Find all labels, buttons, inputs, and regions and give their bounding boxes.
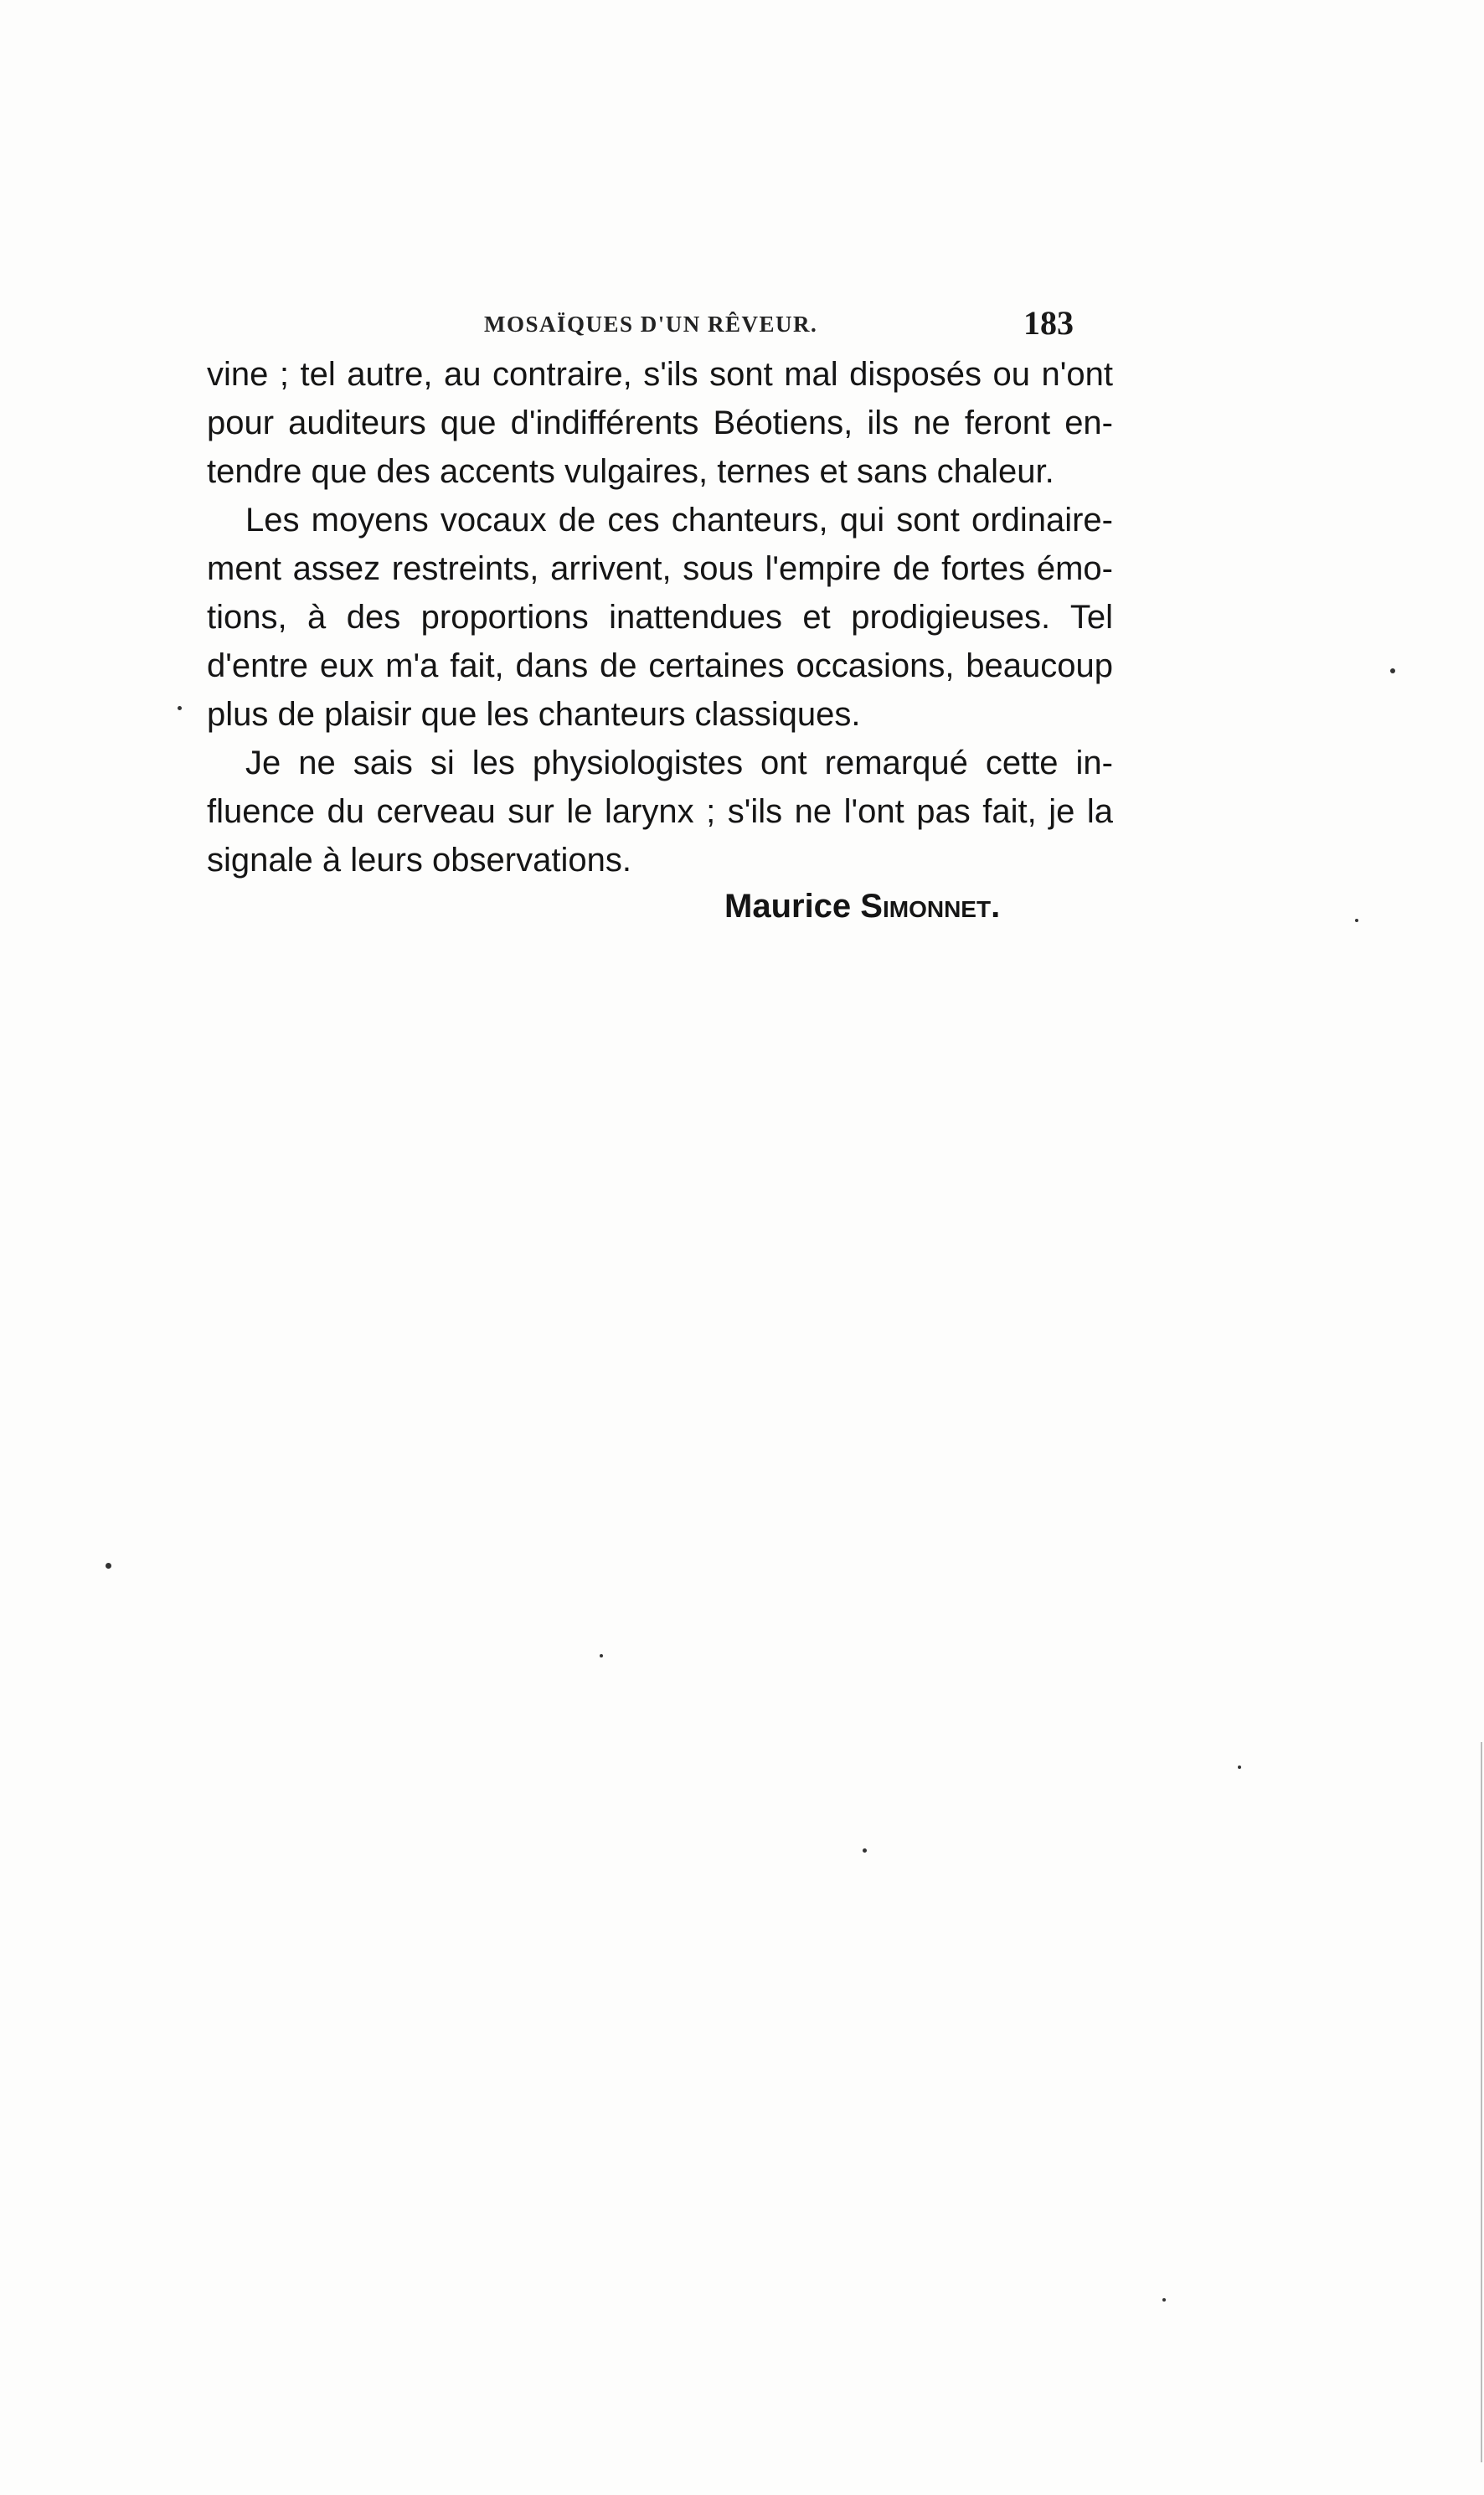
text-line: fluence du cerveau sur le larynx ; s'ils ne l'ont pas fait, je la bbox=[207, 793, 1113, 830]
text-line: plus de plaisir que les chanteurs classiques. bbox=[207, 696, 861, 733]
running-title: MOSAÏQUES D'UN RÊVEUR. bbox=[484, 312, 818, 337]
scan-speck bbox=[863, 1848, 867, 1853]
author-first-name: Maurice bbox=[724, 888, 852, 925]
body-text bbox=[207, 350, 1113, 884]
text-line: Les moyens vocaux de ces chanteurs, qui sont ordinaire- bbox=[245, 502, 1113, 539]
author-signature bbox=[724, 888, 1000, 925]
scan-edge bbox=[1481, 1742, 1482, 2462]
scan-speck bbox=[1162, 2298, 1166, 2302]
scan-speck bbox=[178, 706, 182, 710]
text-line: Je ne sais si les physiologistes ont remarqué cette in- bbox=[245, 745, 1113, 781]
scan-speck bbox=[106, 1563, 111, 1569]
scan-speck bbox=[600, 1654, 603, 1657]
text-line: vine ; tel autre, au contraire, s'ils sont mal disposés ou n'ont bbox=[207, 356, 1113, 393]
text-line: d'entre eux m'a fait, dans de certaines occasions, beaucoup bbox=[207, 647, 1113, 684]
text-line: pour auditeurs que d'indifférents Béotiens, ils ne feront en- bbox=[207, 405, 1113, 441]
page-number: 183 bbox=[1023, 304, 1074, 342]
text-line: tions, à des proportions inattendues et prodigieuses. Tel bbox=[207, 599, 1113, 636]
scan-speck bbox=[1355, 919, 1358, 922]
text-line: ment assez restreints, arrivent, sous l'empire de fortes émo- bbox=[207, 550, 1113, 587]
author-last-name: Simonnet. bbox=[860, 888, 1001, 925]
scan-speck bbox=[1390, 668, 1395, 673]
scan-speck bbox=[1238, 1766, 1241, 1769]
text-line: signale à leurs observations. bbox=[207, 842, 631, 879]
text-line: tendre que des accents vulgaires, ternes et sans chaleur. bbox=[207, 453, 1054, 490]
